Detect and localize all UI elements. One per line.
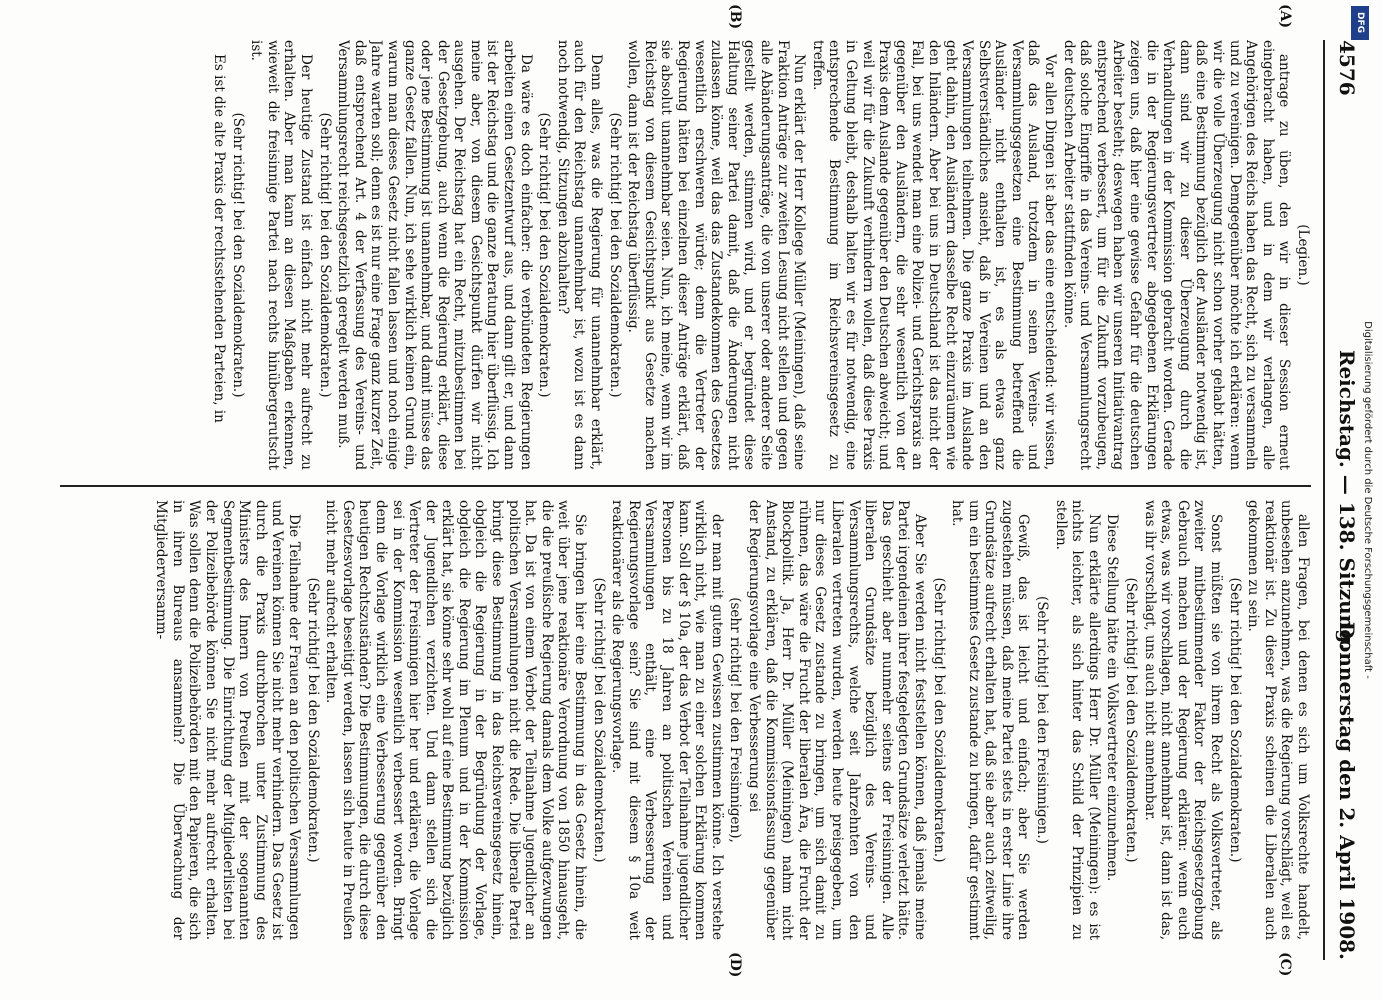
margin-marker-b: (B)	[727, 4, 743, 30]
digitization-note	[1355, 0, 1377, 1000]
paragraph: Vor allen Dingen ist aber das eine entscheidend: wir wissen, daß das Ausland, trotzdem in seinen Vereins- und Versammlungsgesetzen eine Bestimmung betreffend die Ausländer nicht enthalten ist, es als etwas ganz Selbstverständliches ansieht, daß in Vereinen und an den Versammlungen teilnehmen. Die ganze Praxis im Auslande geht dahin, den Ausländern dasselbe Recht einzuräumen wie den Inländern. Aber bei uns in Deutschland ist das nicht der Fall, bei uns wendet man eine Polizei- und Gerichtspraxis an gegenüber den Ausländern, die sehr wesentlich von der Praxis dem Auslande gegenüber den Deutschen abweicht; und weil wir für die Zukunft verhindern wollen, daß diese Praxis in Geltung bleibt, deshalb halten wir es für notwendig, eine entsprechende Bestimmung im Reichsvereinsgesetz zu treffen.	[809, 40, 1059, 470]
margin-marker-d: (D)	[727, 952, 743, 978]
interjection: (Sehr richtig! bei den Sozialdemokraten.)	[304, 577, 321, 863]
interjection: (Sehr richtig! bei den Sozialdemokraten.)	[1226, 577, 1243, 863]
interjection: (Sehr richtig! bei den Sozialdemokraten.)	[316, 112, 333, 398]
interjection: (Sehr richtig! bei den Freisinnigen.)	[1034, 596, 1051, 844]
paragraph: Aber Sie werden nicht feststellen können, daß jemals meine Partei irgendeinen ihrer festgelegten Grundsätze verletzt hätte. Das geschieht aber nunmehr seitens der Freisinnigen. Alle liberalen Grundsätze bezüglich des Vereins- und Versammlungsrechts, welche seit Jahrzehnten von den Liberalen vertreten wurden, werden heute preisgegeben, um nur dieses Gesetz zustande zu bringen, um sich damit zu rühmen, das wäre die Frucht der liberalen Ära, die Frucht der Blockpolitik. Ja, Herr Dr. Müller (Meiningen) nahm nicht Anstand, zu erklären, daß die Kommissionsfassung gegenüber der Regierungsvorlage eine Verbesserung sei	[746, 500, 928, 940]
interjection: (Sehr richtig! bei den Sozialdemokraten.)	[536, 112, 553, 398]
page-number: 4576	[1335, 40, 1359, 96]
margin-marker-c: (C)	[1277, 952, 1293, 977]
paragraph: antrage zu üben, den wir in dieser Session erneut eingebracht haben, und in dem wir verlangen, alle Angehörigen des Reichs haben das Recht, sich zu versammeln und zu vereinigen. Demgegenüber möchte ich erklären: wenn wir die volle Überzeugung nicht schon vorher gehabt hätten, daß eine Bestimmung bezüglich der Ausländer notwendig ist, dann sind wir zu dieser Überzeugung durch die Verhandlungen in der Kommission gebracht worden. Gerade die in der Regierungsvertreter abgegebenen Erklärungen zeigen uns, daß hier eine gewisse Gefahr für die deutschen Arbeiter besteht; deswegen haben wir unseren Initiativantrag entsprechend verbessert, um für die Zukunft vorzubeugen, daß solche Eingriffe in das Vereins- und Versammlungsrecht der deutschen Arbeiter stattfinden könne.	[1060, 40, 1293, 470]
paragraph: Da wäre es doch einfacher: die verbündeten Regierungen arbeiten einen Gesetzentwurf aus, und dann gilt er, und dann ist der Reichstag und die ganze Beratung hier überflüssig. Ich meine aber, von diesem Gesichtspunkt dürfen wir nicht ausgehen. Der Reichstag hat ein Recht, mitzubestimmen bei der Gesetzgebung, auch wenn die Regierung erklärt, diese oder jene Bestimmung ist unannehmbar, und damit müsse das ganze Gesetz fallen. Nun, ich sehe wirklich keinen Grund ein, warum man dieses Gesetz nicht fallen lassen und noch einige Jahre warten soll; denn es ist nur eine Frage ganz kurzer Zeit, daß entsprechend Art. 4 der Verfassung des Vereins- und Versammlungsrecht reichsgesetzlich geregelt werden muß.	[335, 40, 534, 470]
digitization-note-text: Digitalisierung gefördert durch die Deutsche Forschungsgemeinschaft -	[1362, 321, 1373, 679]
left-column	[60, 40, 1311, 470]
paragraph: Sie bringen hier eine Bestimmung in das Gesetz hinein, die weit über jene reaktionäre Verordnung von 1850 hinausgeht, die die preußische Regierung damals dem Volke aufgezwungen hat. Da ist von einem Verbot der Teilnahme Jugendlicher an politischen Versammlungen nicht die Rede. Die liberale Partei bringt diese Bestimmung in das Reichsvereinsgesetz hinein, obgleich die Regierung in der Begründung der Vorlage, obgleich die Regierung im Plenum und in der Kommission erklärt hat, sie könne sehr wohl auf eine Bestimmung bezüglich der Jugendlichen verzichten. Und dann stellen sich die Vertreter der Freisinnigen hier her und erklären, die Vorlage sei in der Kommission wesentlich verbessert worden. Bringt denn die Vorlage wirklich eine Verbesserung gegenüber den heutigen Rechtszuständen? Die Bestimmungen, die durch diese Gesetzesvorlage beseitigt werden, lassen sich heute in Preußen nicht mehr aufrecht erhalten.	[323, 500, 589, 940]
interjection: (Legien.)	[1295, 224, 1311, 286]
margin-marker-a: (A)	[1277, 4, 1293, 29]
paragraph: Sonst müßten sie von ihrem Recht als Volksvertreter, als zweiter mitbestimmender Faktor der Reichsgesetzgebung Gebrauch machen und der Regierung erklären: wenn euch etwas, was wir vorschlagen, nicht annehmbar ist, dann ist das, was ihr vorschlagt, uns auch nicht annehmbar.	[1141, 500, 1225, 940]
paragraph: Es ist die alte Praxis der rechtsstehenden Parteien, in	[211, 54, 227, 423]
paragraph: Nun erklärt der Herr Kollege Müller (Meiningen), daß seine Fraktion Anträge zur zweiten Lesung nicht stellen und gegen alle Abänderungsanträge, die von unserer oder anderer Seite gestellt werden, stimmen wird, und er begründet diese Haltung seiner Partei damit, daß die Änderungen nicht zulassen könne, weil das das Zustandekommen des Gesetzes wesentlich erschweren würde; denn die Vertreter der Regierung hätten bei einzelnen dieser Anträge erklärt, daß sie absolut unannehmbar seien. Nun, ich meine, wenn wir im Reichstag von diesem Gesichtspunkt aus Gesetze machen wollen, dann ist der Reichstag überflüssig.	[625, 40, 808, 470]
session-date: Donnerstag den 2. April 1908.	[1335, 621, 1359, 960]
paragraph: allen Fragen, bei denen es sich um Volksrechte handelt, unbesehen anzunehmen, was die Regierung vorschlägt, weil es reaktionär ist. Zu dieser Praxis scheinen die Liberalen auch gekommen zu sein.	[1245, 500, 1311, 940]
paragraph: Der heutige Zustand ist einfach nicht mehr aufrecht zu erhalten. Aber man kann an diesen Maßgaben erkennen, wieweit die freisinnige Partei nach rechts hinübergerutscht ist.	[248, 40, 314, 470]
interjection: (Sehr richtig! bei den Sozialdemokraten.)	[1123, 577, 1140, 863]
interjection: (Sehr richtig! bei den Sozialdemokraten.)	[590, 577, 607, 863]
dfg-logo: DFG	[1351, 6, 1369, 40]
interjection: (sehr richtig! bei den Freisinnigen),	[727, 597, 744, 843]
paragraph: der man mit gutem Gewissen zustimmen könne. Ich verstehe wirklich nicht, wie man zu einer solchen Erklärung kommen kann. Soll der § 10a, der das Verbot der Teilnahme jugendlicher Personen bis zu 18 Jahren an politischen Vereinen und Versammlungen enthält, eine Verbesserung der Regierungsvorlage sein? Sie sind mit diesem § 10a weit reaktionärer als die Regierungsvorlage.	[609, 500, 725, 940]
interjection: (Sehr richtig! bei den Sozialdemokraten.)	[606, 112, 623, 398]
session-title: Reichstag. — 138. Sitzung.	[1335, 349, 1359, 651]
paragraph: Diese Stellung hätte ein Volksvertreter einzunehmen.	[1104, 514, 1121, 882]
interjection: (Sehr richtig! bei den Sozialdemokraten.)	[229, 112, 246, 398]
paragraph: Gewiß, das ist leicht und einfach; aber Sie werden zugestehen müssen, daß meine Partei stets in erster Linie ihre Grundsätze aufrecht erhalten hat, daß sie aber auch zeitweilig, um ein bestimmtes Gesetz zustande zu bringen, dafür gestimmt hat.	[949, 500, 1032, 940]
interjection: (Sehr richtig! bei den Sozialdemokraten.)	[930, 577, 947, 863]
paragraph: Nun erklärte allerdings Herr Dr. Müller (Meiningen): es ist nichts leichter, als sich hinter das Schild der Prinzipien zu stellen.	[1052, 500, 1102, 940]
paragraph: Die Teilnahme der Frauen an den politischen Versammlungen und Vereinen können Sie nicht mehr verhindern. Das Gesetz ist durch die Praxis durchbrochen unter Zustimmung des Ministers des Innern von Preußen mit der sogenannten Segmentbestimmung. Die Einrichtung der Mitgliederlisten bei der Polizeibehörde können Sie nicht mehr aufrecht erhalten. Was sollen denn die Polizeibehörden mit den Papieren, die sich in ihren Bureaus ansammeln? Die Überwachung der Mitgliederversamm-	[153, 500, 302, 940]
right-column	[60, 500, 1311, 940]
column-divider	[60, 485, 1311, 487]
paragraph: Denn alles, was die Regierung für unannehmbar erklärt, auch für den Reichstag unannehmbar ist, wozu ist es dann noch notwendig, Sitzungen abzuhalten?	[554, 40, 605, 470]
